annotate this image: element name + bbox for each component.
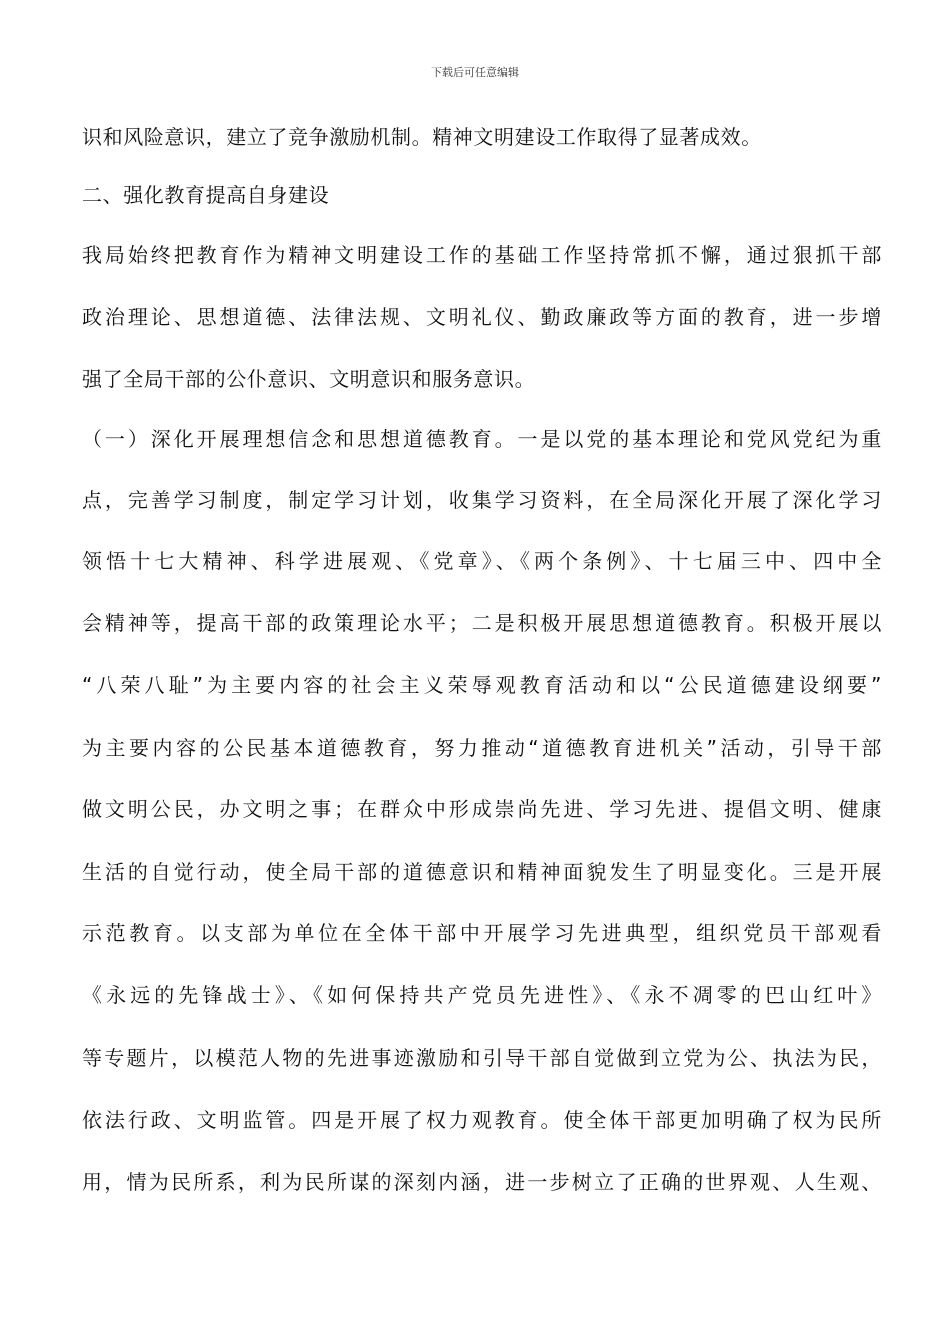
text-line: 强了全局干部的公仆意识、文明意识和服务意识。 [82, 367, 536, 391]
text-line: 领悟十七大精神、科学进展观、《党章》、《两个条例》、十七届三中、四中全 [82, 549, 882, 573]
text-line: 依法行政、文明监管。四是开展了权力观教育。使全体干部更加明确了权为民所 [82, 1108, 882, 1132]
text-line: 识和风险意识，建立了竞争激励机制。精神文明建设工作取得了显著成效。 [82, 125, 762, 149]
page-header-note: 下载后可任意编辑 [431, 66, 519, 79]
text-line: 《永远的先锋战士》、《如何保持共产党员先进性》、《永不凋零的巴山红叶》 [82, 983, 882, 1007]
text-line: 生活的自觉行动，使全局干部的道德意识和精神面貌发生了明显变化。三是开展 [82, 860, 882, 884]
section-heading: 二、强化教育提高自身建设 [82, 183, 330, 207]
text-line: “八荣八耻”为主要内容的社会主义荣辱观教育活动和以“公民道德建设纲要” [82, 673, 882, 697]
text-line: 为主要内容的公民基本道德教育，努力推动“道德教育进机关”活动，引导干部 [82, 736, 882, 760]
text-line: 示范教育。以支部为单位在全体干部中开展学习先进典型，组织党员干部观看 [82, 921, 882, 945]
text-line: 用，情为民所系，利为民所谋的深刻内涵，进一步树立了正确的世界观、人生观、 [82, 1170, 882, 1194]
text-line: （一）深化开展理想信念和思想道德教育。一是以党的基本理论和党风党纪为重 [82, 427, 882, 451]
text-line: 会精神等，提高干部的政策理论水平；二是积极开展思想道德教育。积极开展以 [82, 611, 882, 635]
text-line: 点，完善学习制度，制定学习计划，收集学习资料，在全局深化开展了深化学习 [82, 488, 882, 512]
text-line: 我局始终把教育作为精神文明建设工作的基础工作坚持常抓不懈，通过狠抓干部 [82, 243, 882, 267]
text-line: 等专题片，以模范人物的先进事迹激励和引导干部自觉做到立党为公、执法为民， [82, 1046, 882, 1070]
text-line: 政治理论、思想道德、法律法规、文明礼仪、勤政廉政等方面的教育，进一步增 [82, 305, 882, 329]
text-line: 做文明公民，办文明之事；在群众中形成崇尚先进、学习先进、提倡文明、健康 [82, 797, 882, 821]
